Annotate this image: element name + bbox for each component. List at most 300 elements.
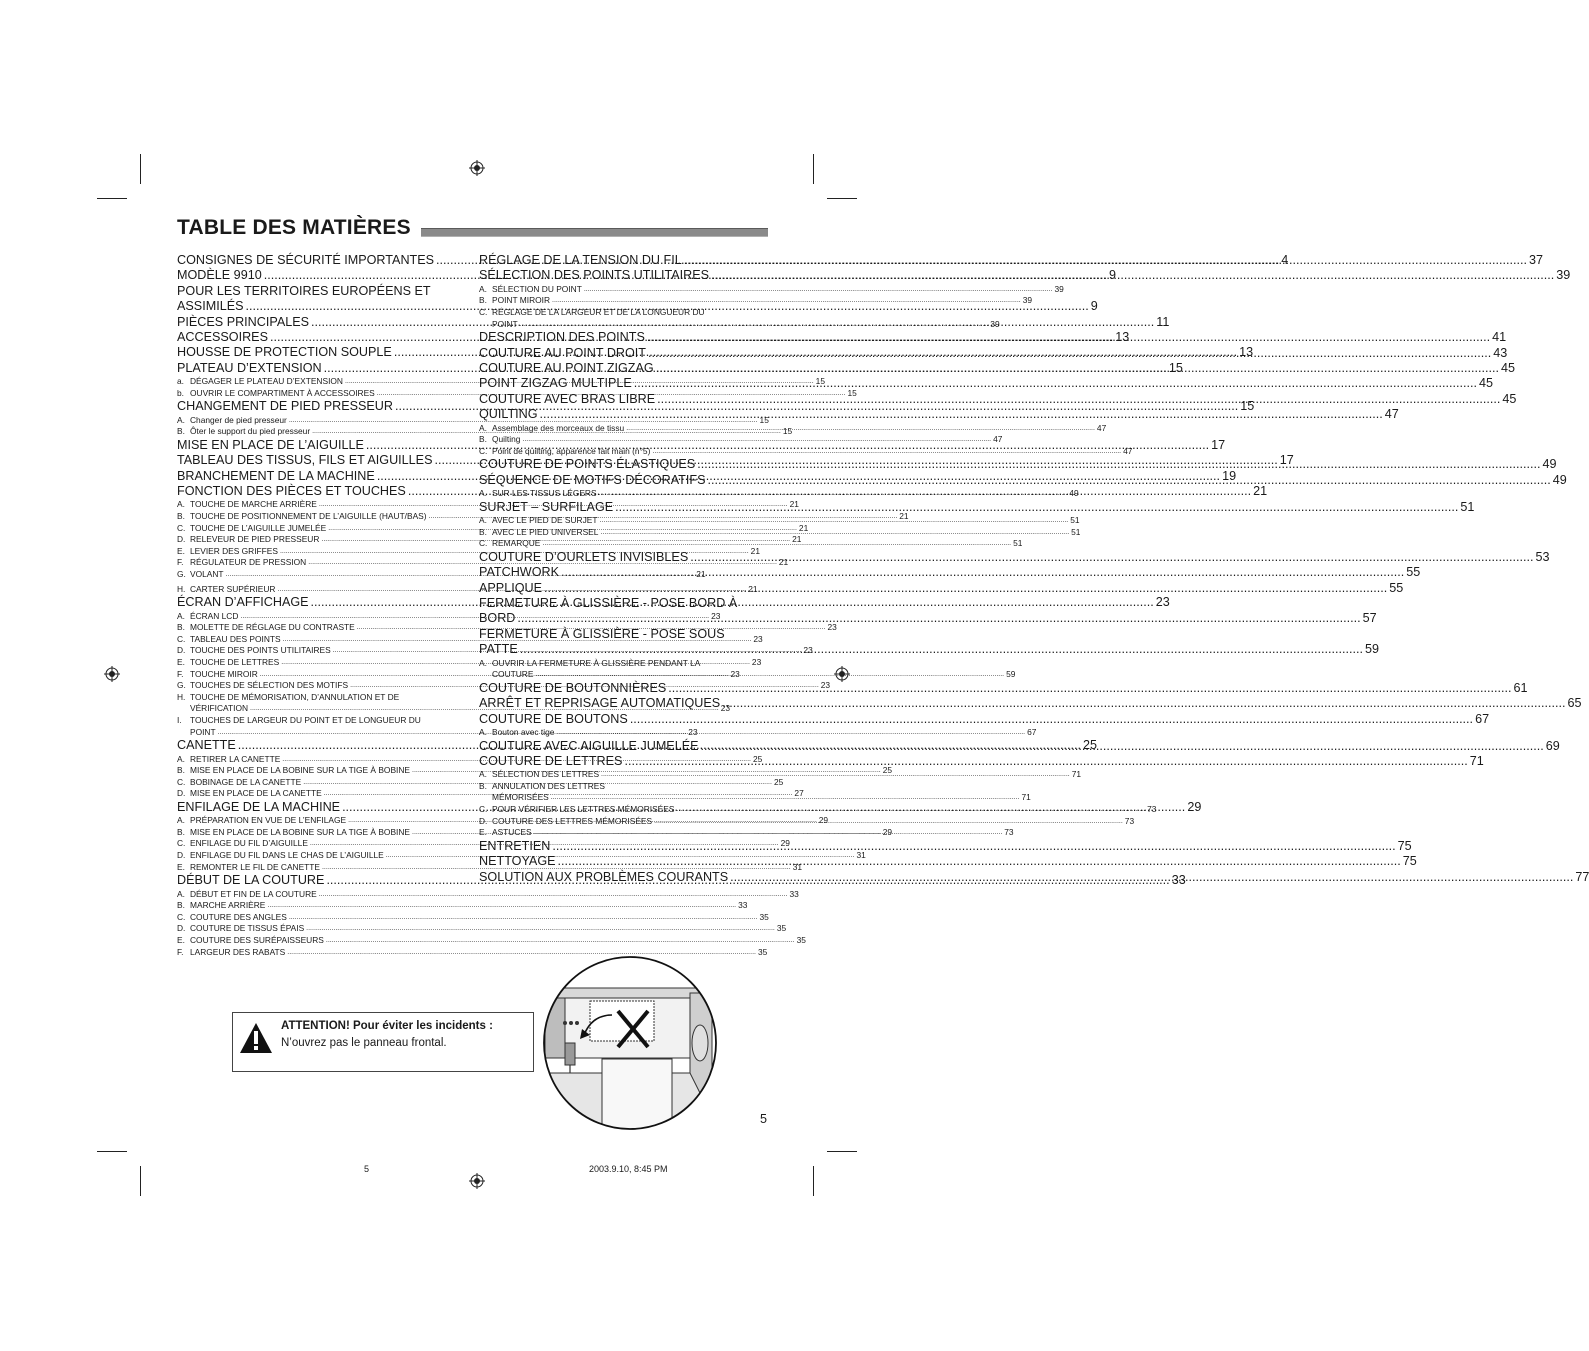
toc-subentry-letter: A. [479, 769, 487, 780]
toc-leader-dots [624, 754, 1467, 769]
toc-subentry-letter: A. [177, 888, 185, 899]
toc-subentry [177, 557, 789, 569]
toc-page-number: 47 [1123, 445, 1133, 456]
warning-box [232, 1012, 534, 1072]
toc-page-number: 33 [1171, 873, 1186, 888]
toc-leader-dots [668, 681, 1511, 696]
toc-page-number: 15 [759, 414, 769, 425]
toc-page-number: 15 [1240, 399, 1255, 414]
toc-subentry-text: TOUCHE DE L’AIGUILLE JUMELÉE [190, 522, 327, 533]
toc-entry-text-wrap: POINT ZIGZAG MULTIPLE [479, 376, 632, 391]
toc-subentry-letter: C. [177, 776, 186, 787]
toc-subentry-letter: A. [479, 488, 487, 499]
toc-subentry-text-wrap [479, 804, 674, 816]
toc-page-number: 31 [856, 850, 866, 861]
toc-page-number: 29 [882, 826, 893, 837]
toc-subentry-letter: A. [479, 657, 487, 668]
toc-subentry-text: COUTURE DES LETTRES MÉMORISÉES [492, 815, 653, 826]
crop-mark [97, 1151, 127, 1152]
toc-entry-text-wrap: RÉGLAGE DE LA TENSION DU FIL [479, 252, 682, 267]
toc-page-number: 51 [1460, 499, 1475, 514]
toc-leader-dots [652, 446, 1121, 458]
toc-subentry-text-wrap [479, 781, 605, 793]
toc-subentry-text-wrap [177, 692, 399, 704]
toc-leader-dots [520, 642, 1363, 657]
toc-entry-text-wrap: MISE EN PLACE DE L’AIGUILLE [177, 437, 364, 452]
toc-subentry-text-wrap [177, 645, 331, 657]
toc-leader-dots [558, 854, 1401, 869]
toc-subentry-text-wrap [479, 307, 705, 319]
toc-subentry-letter: A. [479, 515, 487, 526]
toc-subentry-text-wrap [177, 611, 238, 623]
toc-page-number: 37 [1528, 252, 1543, 267]
toc-subentry-text-wrap [177, 546, 278, 558]
toc-leader-dots [600, 515, 1069, 527]
toc-leader-dots [306, 923, 775, 935]
toc-page-number: 21 [696, 569, 706, 580]
toc-subentry [479, 804, 1157, 816]
toc-page-number: 69 [1545, 738, 1560, 753]
toc-page-number: 71 [1469, 753, 1484, 768]
toc-subentry-letter: B. [479, 780, 487, 791]
toc-subentry-text-wrap [177, 889, 317, 901]
toc-subentry [479, 283, 1064, 296]
toc-page-number: 49 [1552, 472, 1567, 487]
toc-entry-text-wrap: COUTURE AU POINT DROIT [479, 345, 646, 360]
toc-subentry-text: BOBINAGE DE LA CANETTE [190, 776, 302, 787]
toc-page-number: 29 [780, 838, 790, 849]
toc-subentry-text-wrap [177, 862, 320, 874]
toc-subentry-cont [479, 318, 1000, 331]
toc-subentry-text-wrap [177, 426, 310, 438]
toc-page-number: 57 [1362, 611, 1377, 626]
toc-page-number: 43 [1493, 345, 1508, 360]
toc-leader-dots [654, 816, 1123, 828]
crop-mark [140, 154, 141, 184]
toc-subentry-text-wrap [177, 900, 265, 912]
toc-subentry-text: TOUCHES DE LARGEUR DU POINT ET DE LONGUEUR DU [190, 714, 421, 725]
toc-entry-text-wrap: ASSIMILÉS [177, 299, 244, 314]
toc-subentry-text-wrap [177, 669, 258, 681]
toc-subentry-letter: D. [177, 645, 186, 656]
toc-subentry-text-wrap [177, 715, 421, 727]
toc-subentry-letter: D. [177, 788, 186, 799]
toc-page-number: 21 [1253, 484, 1268, 499]
toc-subentry [177, 946, 768, 959]
toc-subentry-text-wrap [177, 511, 427, 523]
toc-subentry-text: Quilting [492, 434, 521, 445]
toc-subentry-letter: C. [177, 633, 186, 644]
toc-subentry-letter: H. [177, 691, 186, 702]
toc-leader-dots [319, 889, 788, 901]
toc-subentry-text: PRÉPARATION EN VUE DE L’ENFILAGE [190, 815, 347, 826]
toc-subentry [177, 900, 748, 912]
toc-page-number: 21 [899, 511, 909, 522]
toc-subentry-text: Bouton avec tige [492, 726, 555, 737]
toc-page-number: 75 [1402, 854, 1417, 869]
toc-subentry-text-wrap [177, 838, 308, 850]
crop-mark [97, 198, 127, 199]
toc-entry [177, 399, 1255, 414]
toc-subentry-text: LEVIER DES GRIFFES [190, 545, 278, 556]
toc-page-number: 25 [1083, 738, 1098, 753]
toc-entry-text-wrap: MODÈLE 9910 [177, 268, 262, 283]
toc-page-number: 71 [1021, 792, 1031, 803]
toc-subentry-text: AVEC LE PIED UNIVERSEL [492, 526, 599, 537]
toc-entry-text-wrap: NETTOYAGE [479, 854, 556, 869]
page-number: 5 [760, 1112, 768, 1126]
toc-leader-dots [551, 792, 1020, 804]
toc-entry-text-wrap: HOUSSE DE PROTECTION SOUPLE [177, 345, 392, 360]
toc-subentry-text: ENFILAGE DU FIL DANS LE CHAS DE L’AIGUILLE [190, 850, 384, 861]
toc-leader-dots [676, 804, 1145, 816]
toc-leader-dots [584, 284, 1053, 296]
toc-leader-dots [535, 669, 1004, 681]
toc-subentry-text: REMONTER LE FIL DE CANETTE [190, 861, 320, 872]
toc-page-number: 39 [990, 318, 1000, 329]
toc-page-number: 35 [759, 911, 769, 922]
toc-subentry-text-wrap [479, 827, 532, 839]
toc-leader-dots [657, 392, 1500, 407]
toc-page-number: 47 [1384, 407, 1399, 422]
toc-leader-dots [630, 712, 1473, 727]
toc-subentry [177, 923, 787, 935]
toc-entry [479, 580, 1404, 596]
toc-page-number: 35 [757, 946, 768, 957]
toc-subentry-letter: I. [177, 714, 182, 725]
toc-subentry-line [479, 658, 764, 670]
toc-page-number: 23 [827, 622, 837, 633]
toc-subentry-text: CARTER SUPÉRIEUR [190, 583, 276, 594]
toc-subentry-text: VOLANT [190, 569, 224, 580]
toc-subentry-letter: C. [177, 911, 186, 922]
registration-mark-icon [469, 1173, 485, 1189]
toc-page-number: 31 [792, 861, 803, 872]
toc-subentry-text: TOUCHE DES POINTS UTILITAIRES [190, 645, 331, 656]
toc-entry-text-wrap: BRANCHEMENT DE LA MACHINE [177, 468, 375, 483]
toc-subentry [479, 726, 1037, 739]
toc-subentry-text-wrap [479, 295, 550, 307]
toc-page-number: 23 [820, 680, 831, 691]
toc-subentry-text: TOUCHE MIROIR [190, 668, 258, 679]
toc-subentry-text: POINT MIROIR [492, 295, 551, 306]
toc-page-number: 23 [688, 726, 698, 737]
toc-subentry-text: REMARQUE [492, 538, 541, 549]
toc-subentry-text-wrap [479, 423, 624, 435]
toc-subentry-text: LARGEUR DES RABATS [190, 946, 286, 957]
toc-entry-text-wrap: PLATEAU D’EXTENSION [177, 360, 322, 375]
toc-subentry-text: POUR VÉRIFIER LES LETTRES MÉMORISÉES [492, 804, 675, 815]
toc-entry-text-wrap: PATTE [479, 642, 518, 657]
toc-entry-text-wrap: CONSIGNES DE SÉCURITÉ IMPORTANTES [177, 252, 435, 267]
toc-entry-text-wrap: COUTURE DE BOUTONS [479, 711, 628, 726]
toc-subentry-text-wrap [177, 815, 346, 827]
toc-page-number: 39 [1022, 295, 1033, 306]
toc-subentry-text-wrap [479, 658, 700, 670]
toc-entry-text-wrap: COUTURE DE POINTS ÉLASTIQUES [479, 457, 696, 472]
toc-subentry-text-wrap [177, 827, 410, 839]
toc-page-number: 73 [1004, 827, 1014, 838]
toc-subentry-text: COUTURE DE TISSUS ÉPAIS [190, 923, 305, 934]
toc-subentry-letter: A. [479, 422, 487, 433]
toc-page-number: 17 [1279, 453, 1294, 468]
toc-leader-dots [552, 295, 1021, 307]
toc-page-number: 77 [1575, 869, 1589, 884]
toc-subentry-text-wrap [479, 446, 650, 458]
toc-page-number: 55 [1406, 565, 1421, 580]
toc-subentry-letter: F. [177, 946, 184, 957]
toc-leader-dots [561, 565, 1404, 580]
toc-subentry-letter: a. [177, 376, 184, 387]
toc-subentry-text-wrap [177, 415, 287, 427]
toc-subentry-text-wrap [177, 584, 275, 596]
toc-subentry-line [177, 715, 461, 727]
toc-subentry-cont-text-wrap: COUTURE [492, 669, 534, 680]
toc-subentry-text-wrap [177, 947, 285, 959]
toc-subentry-text: TOUCHE DE MARCHE ARRIÈRE [190, 499, 317, 510]
toc-entry-line [479, 596, 764, 611]
toc-subentry-letter: E. [177, 935, 185, 946]
toc-page-number: 53 [1535, 549, 1550, 564]
toc-leader-dots [647, 330, 1490, 345]
warning-text: N’ouvrez pas le panneau frontal. [281, 1037, 447, 1049]
toc-subentry-text-wrap [177, 923, 304, 935]
toc-page-number: 25 [752, 753, 763, 764]
toc-subentry-text-wrap [177, 534, 319, 546]
toc-subentry-text: COUTURE DES SURÉPAISSEURS [190, 935, 324, 946]
toc-entry-text: FERMETURE À GLISSIÈRE - POSE BORD À [479, 595, 738, 610]
toc-leader-dots [540, 407, 1383, 422]
toc-entry-text-wrap: SÉLECTION DES POINTS UTILITAIRES [479, 268, 709, 283]
toc-subentry-text: OUVRIR LA FERMETURE À GLISSIÈRE PENDANT LA [492, 657, 701, 668]
toc-subentry-text: Point de quilting, apparence fait main (n°5) [492, 445, 651, 456]
footer-right: 2003.9.10, 8:45 PM [589, 1164, 668, 1174]
toc-subentry [479, 434, 1003, 446]
toc-leader-dots [615, 500, 1458, 515]
toc-subentry-cont-text-wrap: POINT [492, 318, 518, 329]
toc-subentry-text: Changer de pied presseur [190, 414, 287, 425]
toc-page-number: 23 [711, 610, 721, 621]
toc-subentry-text: Ôter le support du pied presseur [190, 426, 311, 437]
toc-subentry [177, 911, 769, 924]
toc-entry [479, 252, 1543, 268]
toc-subentry-text: TOUCHE DE MÉMORISATION, D’ANNULATION ET DE [190, 691, 400, 702]
toc-subentry-line [479, 781, 764, 793]
toc-page-number: 21 [748, 583, 758, 594]
toc-subentry-letter: B. [177, 622, 185, 633]
toc-page-number: 45 [1500, 360, 1515, 375]
toc-page-number: 19 [1222, 468, 1237, 483]
toc-subentry-text-wrap [177, 935, 324, 947]
toc-page-number: 11 [1156, 314, 1170, 329]
toc-page-number: 75 [1397, 838, 1412, 853]
toc-subentry-letter: C. [177, 838, 186, 849]
toc-entry [479, 268, 1571, 283]
toc-subentry-text: RÉGLAGE DE LA LARGEUR ET DE LA LONGUEUR DU [492, 306, 705, 317]
toc-page-number: 55 [1389, 580, 1404, 595]
toc-entry-text-wrap: ENTRETIEN [479, 838, 551, 853]
toc-page-number: 51 [1013, 538, 1023, 549]
toc-subentry-text-wrap [177, 788, 322, 800]
toc-subentry-text-wrap [479, 727, 554, 739]
toc-subentry-letter: E. [479, 827, 487, 838]
toc-subentry-text-wrap [479, 816, 652, 828]
crop-mark [827, 1151, 857, 1152]
toc-page-number: 15 [782, 426, 793, 437]
toc-page-number: 49 [1069, 488, 1079, 499]
toc-page-number: 45 [1479, 376, 1494, 391]
toc-subentry-letter: b. [177, 387, 184, 398]
toc-entry-text-wrap: SOLUTION AUX PROBLÈMES COURANTS [479, 869, 729, 884]
registration-mark-icon [469, 160, 485, 176]
toc-page-number: 49 [1542, 457, 1557, 472]
toc-entry-text-wrap: QUILTING [479, 407, 538, 422]
toc-subentry-letter: B. [479, 295, 487, 306]
toc-page-number: 27 [794, 788, 804, 799]
toc-page-number: 41 [1492, 330, 1507, 345]
toc-entry-text-wrap: TABLEAU DES TISSUS, FILS ET AIGUILLES [177, 453, 433, 468]
toc-subentry-letter: A. [177, 499, 185, 510]
footer-left: 5 [364, 1164, 370, 1174]
toc-page-number: 25 [882, 765, 893, 776]
toc-leader-dots [522, 434, 991, 446]
toc-leader-dots [711, 268, 1554, 283]
toc-subentry-letter: B. [479, 434, 487, 445]
toc-entry-text-wrap: CANETTE [177, 738, 236, 753]
toc-subentry-text: ASTUCES [492, 827, 532, 838]
toc-leader-dots [722, 696, 1565, 711]
toc-page-number: 23 [803, 645, 813, 656]
toc-subentry-text: RÉGULATEUR DE PRESSION [190, 557, 307, 568]
toc-entry-text-wrap: SÉQUENCE DE MOTIFS DÉCORATIFS [479, 472, 706, 487]
toc-entry [479, 711, 1490, 727]
toc-entry-text-wrap: APPLIQUE [479, 580, 542, 595]
toc-subentry-letter: B. [177, 426, 185, 437]
crop-mark [140, 1166, 141, 1196]
toc-entry-text-wrap: COUTURE D’OURLETS INVISIBLES [479, 549, 689, 564]
toc-subentry-text-wrap [177, 376, 343, 388]
toc-page-number: 35 [776, 923, 787, 934]
toc-subentry-letter: D. [177, 850, 186, 861]
toc-subentry-text: MISE EN PLACE DE LA CANETTE [190, 788, 322, 799]
toc-leader-dots [690, 550, 1533, 565]
toc-page-number: 45 [1502, 391, 1517, 406]
toc-page-number: 13 [1115, 329, 1130, 344]
toc-leader-dots [517, 611, 1360, 626]
toc-subentry-text-wrap [177, 388, 375, 400]
toc-subentry-text: MISE EN PLACE DE LA BOBINE SUR LA TIGE À BOBINE [190, 826, 410, 837]
toc-subentry-text-wrap [177, 850, 384, 862]
toc-subentry-letter: C. [177, 522, 186, 533]
toc-subentry-text-wrap [479, 527, 598, 539]
toc-entry-text-wrap: PIÈCES PRINCIPALES [177, 314, 310, 329]
toc-subentry-text-wrap [177, 754, 280, 766]
toc-entry-text-wrap: CHANGEMENT DE PIED PRESSEUR [177, 399, 393, 414]
registration-mark-icon [104, 666, 120, 682]
toc-subentry-text: OUVRIR LE COMPARTIMENT À ACCESSOIRES [190, 387, 375, 398]
toc-subentry [479, 295, 1033, 307]
toc-subentry-letter: A. [177, 610, 185, 621]
toc-entry-line [177, 284, 461, 299]
toc-entry-text-wrap: BORD [479, 611, 516, 626]
toc-subentry-text-wrap [177, 523, 326, 535]
toc-page-number: 23 [753, 633, 763, 644]
toc-page-number: 47 [993, 434, 1003, 445]
toc-leader-dots [542, 538, 1011, 550]
toc-entry-text-wrap: ARRÊT ET REPRISAGE AUTOMATIQUES [479, 696, 721, 711]
toc-leader-dots [626, 423, 1095, 435]
toc-leader-dots [600, 527, 1069, 539]
toc-subentry-text-wrap [177, 765, 410, 777]
toc-subentry-text: SUR LES TISSUS LÉGERS [492, 488, 597, 499]
toc-page-number: 21 [778, 557, 789, 568]
toc-entry [479, 611, 1377, 626]
toc-subentry-letter: E. [177, 861, 185, 872]
toc-page-number: 21 [792, 534, 802, 545]
toc-subentry-text-wrap [479, 769, 599, 781]
toc-page-number: 9 [1090, 299, 1098, 314]
toc-subentry-text-wrap [479, 538, 540, 550]
toc-page-number: 39 [1556, 268, 1571, 283]
toc-subentry-letter: B. [177, 765, 185, 776]
toc-subentry-text-wrap [177, 557, 306, 569]
toc-subentry-letter: B. [177, 826, 185, 837]
toc-subentry-text-wrap [177, 777, 301, 789]
toc-page-number: 65 [1567, 696, 1582, 711]
toc-leader-dots [656, 361, 1499, 376]
toc-subentry-letter: B. [177, 511, 185, 522]
toc-subentry-text: DÉGAGER LE PLATEAU D’EXTENSION [190, 376, 343, 387]
toc-entry-text-wrap: PATCHWORK [479, 565, 559, 580]
toc-subentry-text-wrap [177, 680, 348, 692]
toc-leader-dots [701, 739, 1544, 754]
toc-entry [479, 696, 1582, 711]
toc-page-number: 59 [1364, 642, 1379, 657]
toc-page-number: 4 [1281, 252, 1289, 267]
toc-leader-dots [707, 473, 1550, 488]
toc-subentry-letter: C. [479, 804, 488, 815]
toc-subentry [479, 445, 1133, 458]
toc-leader-dots [534, 827, 1003, 839]
toc-subentry-text: RELEVEUR DE PIED PRESSEUR [190, 534, 320, 545]
toc-leader-dots [556, 727, 1025, 739]
toc-entry-text: FERMETURE À GLISSIÈRE - POSE SOUS [479, 626, 725, 641]
toc-leader-dots [267, 900, 736, 912]
toc-subentry-text: SÉLECTION DES LETTRES [492, 769, 600, 780]
toc-subentry-text: MARCHE ARRIÈRE [190, 900, 266, 911]
toc-entry [479, 753, 1484, 769]
toc-entry-text-wrap: SURJET – SURFILAGE [479, 499, 614, 514]
toc-subentry-letter: D. [479, 815, 488, 826]
toc-page-number: 73 [1147, 804, 1157, 815]
warning-triangle-icon [239, 1022, 273, 1054]
toc-page-number: 21 [789, 499, 799, 510]
toc-subentry-letter: B. [479, 526, 487, 537]
toc-page-number: 67 [1475, 711, 1490, 726]
toc-page-number: 23 [751, 656, 762, 667]
toc-subentry-letter: C. [479, 445, 488, 456]
toc-subentry-letter: A. [177, 753, 185, 764]
toc-subentry-text: AVEC LE PIED DE SURJET [492, 515, 598, 526]
toc-subentry-cont [479, 669, 1016, 681]
toc-subentry-line [479, 307, 764, 319]
toc-subentry-letter: C. [479, 306, 488, 317]
toc-page-number: 59 [1006, 669, 1016, 680]
toc-subentry-letter: A. [479, 726, 487, 737]
toc-subentry-line [177, 692, 461, 704]
toc-subentry-cont-text-wrap: POINT [190, 726, 216, 737]
toc-leader-dots [697, 457, 1540, 472]
